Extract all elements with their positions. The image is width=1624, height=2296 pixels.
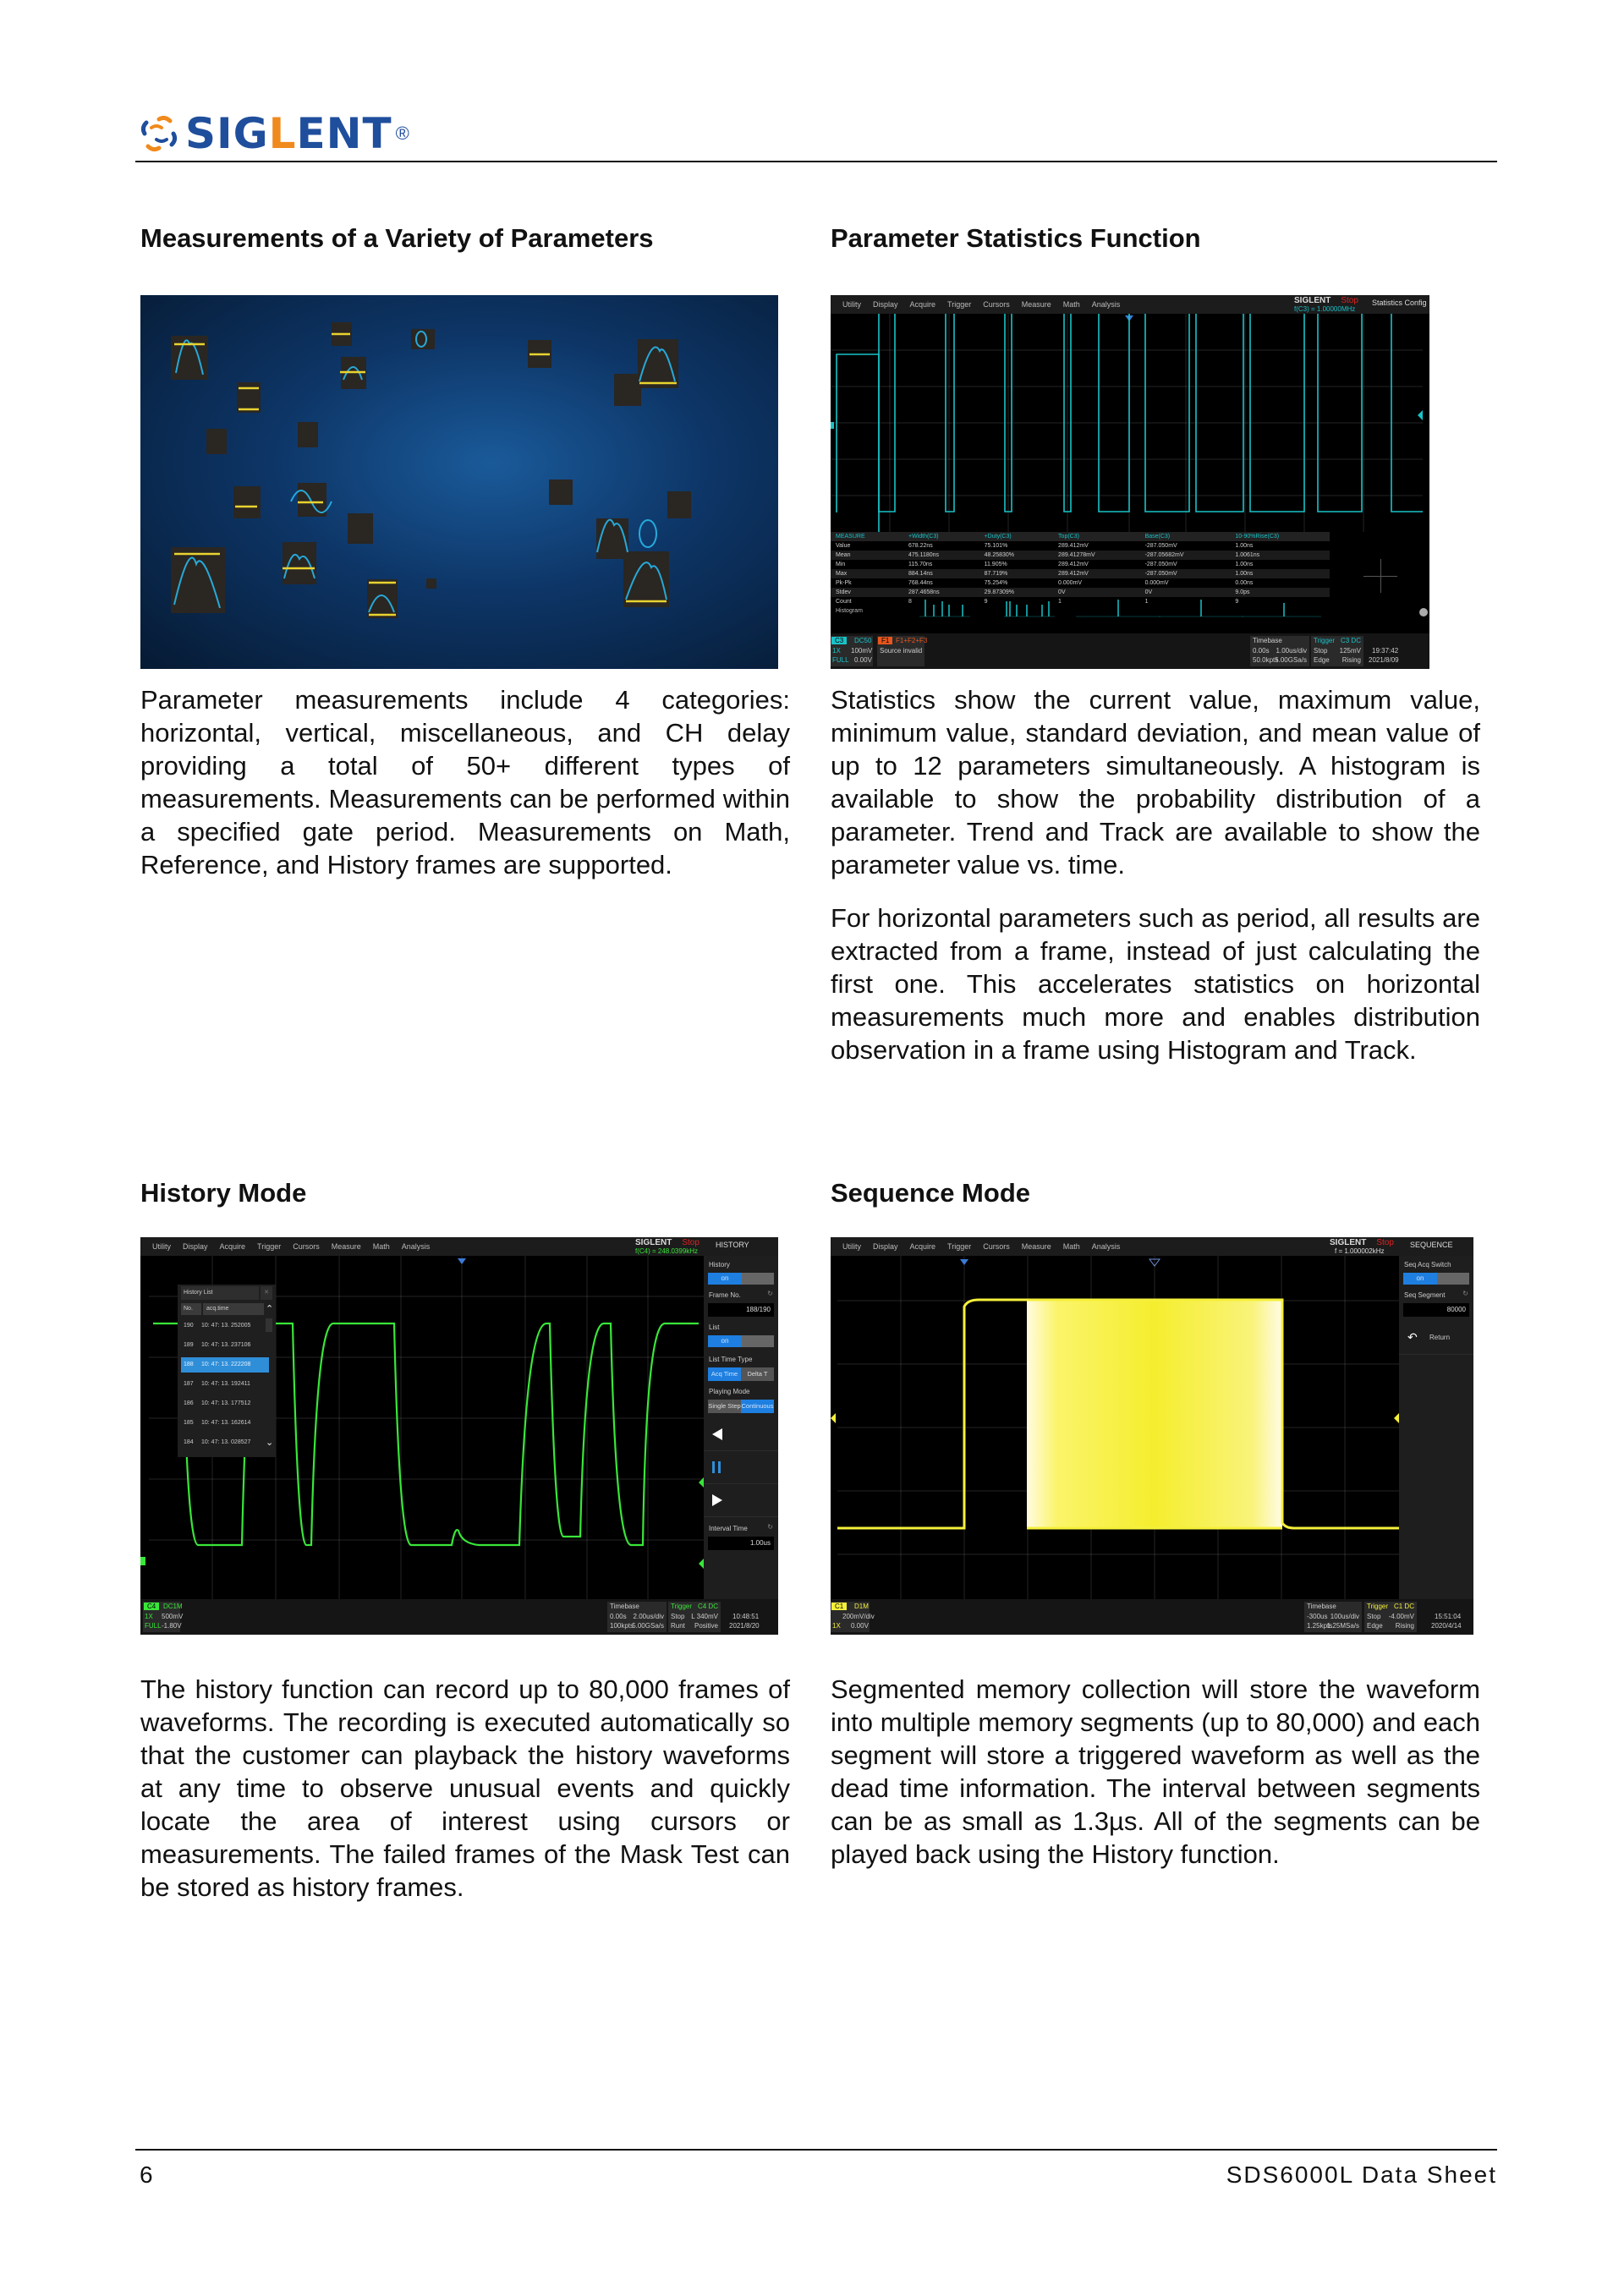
frequency-readout: f(C4) = 248.0399kHz <box>635 1247 699 1255</box>
play-backward-button[interactable] <box>704 1418 778 1451</box>
frame-no-field[interactable]: 188/190 <box>708 1303 774 1317</box>
history-scope-screenshot <box>140 1237 778 1635</box>
triangle-left-icon <box>712 1428 722 1440</box>
frequency-readout: f(C3) = 1.00000MHz <box>1294 305 1356 313</box>
trigger-box[interactable]: Trigger C4 DC Stop L 340mV Runt Positive <box>668 1602 721 1632</box>
status-bar <box>831 1599 1473 1635</box>
list-item[interactable]: 184 10: 47: 13. 028527 <box>184 1439 251 1445</box>
playing-mode-label: Playing Mode <box>709 1388 750 1395</box>
single-step-option[interactable]: Single Step <box>708 1400 741 1413</box>
paragraph: For horizontal parameters such as period, all results are extracted from a frame, instead of just calculating the first one. This accelerates statistics on horizontal measurements much more and enables distribution observation in a frame using Histogram and Track. <box>831 903 1480 1065</box>
panel-title[interactable]: HISTORY <box>716 1241 749 1249</box>
scroll-down-icon[interactable]: ⌄ <box>266 1438 274 1448</box>
history-toggle[interactable]: on <box>708 1273 774 1285</box>
frequency-readout: f = 1.000002kHz <box>1335 1247 1385 1255</box>
list-time-type-selector <box>708 1367 774 1381</box>
menu-cursors[interactable]: Cursors <box>983 1242 1010 1251</box>
status-bar <box>140 1599 778 1635</box>
table-row: Max 884.14ns 87.719% 289.412mV -287.050mV 1.00ns <box>831 569 1330 578</box>
menu-acquire[interactable]: Acquire <box>909 1242 936 1251</box>
reset-icon[interactable]: ↻ <box>1462 1290 1468 1297</box>
seq-acq-switch-label: Seq Acq Switch <box>1404 1261 1451 1269</box>
interval-time-label: Interval Time <box>709 1525 748 1532</box>
statistics-table <box>831 532 1330 606</box>
trigger-box[interactable]: Trigger C1 DC Stop -4.00mV Edge Rising <box>1364 1602 1417 1632</box>
section-title-history: History Mode <box>140 1178 307 1208</box>
clock-date: 2021/8/09 <box>1369 656 1399 664</box>
menu-display[interactable]: Display <box>183 1242 208 1251</box>
channel-c3-box[interactable]: C3 DC50 1X 100mV FULL 0.00V <box>831 636 873 666</box>
menu-math[interactable]: Math <box>1062 300 1080 309</box>
table-row: Pk-Pk 768.44ns 75.254% 0.000mV 0.000mV 0.00ns <box>836 580 1254 586</box>
footer-rule <box>135 2149 1497 2151</box>
acq-time-option[interactable]: Acq Time <box>708 1367 741 1381</box>
menu-trigger[interactable]: Trigger <box>257 1242 282 1251</box>
seq-segment-field[interactable]: 80000 <box>1403 1303 1469 1317</box>
clock-time: 10:48:51 <box>732 1613 760 1620</box>
menu-trigger[interactable]: Trigger <box>947 1242 972 1251</box>
timebase-box[interactable]: Timebase -300us 100us/div 1.25kpts 1.25MSa/s <box>1304 1602 1362 1632</box>
menu-utility[interactable]: Utility <box>842 300 861 309</box>
delta-t-option[interactable]: Delta T <box>741 1367 774 1381</box>
run-state: Stop <box>1341 296 1358 305</box>
list-toggle[interactable]: on <box>708 1335 774 1347</box>
menu-analysis[interactable]: Analysis <box>401 1242 431 1251</box>
sequence-side-panel <box>1399 1256 1473 1599</box>
continuous-option[interactable]: Continuous <box>741 1400 774 1413</box>
pause-button[interactable] <box>704 1451 778 1484</box>
menu-display[interactable]: Display <box>873 1242 898 1251</box>
table-row: Value 678.22ns 75.101% 289.412mV -287.050mV 1.00ns <box>836 543 1254 549</box>
statistics-description <box>831 683 1480 1087</box>
run-state: Stop <box>1376 1238 1394 1247</box>
section-title-statistics: Parameter Statistics Function <box>831 223 1201 253</box>
history-list-title: History List <box>181 1286 259 1300</box>
list-item[interactable]: 186 10: 47: 13. 177512 <box>184 1400 251 1406</box>
clock-time: 19:37:42 <box>1372 647 1399 655</box>
return-icon: ↶ <box>1407 1330 1418 1344</box>
clock-date: 2021/8/20 <box>729 1622 760 1630</box>
table-row: Min 115.70ns 11.905% 289.412mV -287.050mV 1.00ns <box>836 562 1254 567</box>
menu-utility[interactable]: Utility <box>152 1242 171 1251</box>
trigger-box[interactable]: Trigger C3 DC Stop 125mV Edge Rising <box>1311 636 1363 666</box>
list-item[interactable]: 189 10: 47: 13. 237106 <box>184 1342 251 1348</box>
seq-acq-switch-toggle[interactable]: on <box>1403 1273 1469 1285</box>
paragraph: The history function can record up to 80,000 frames of waveforms. The recording is executed automatically so that the customer can playback the history waveforms at any time to observe unusual events and quickly locate the area of interest using cursors or measurements. The failed frames of the Mask Test can be stored as history frames. <box>140 1674 790 1902</box>
table-row: Stdev 287.4658ns 29.87309% 0V 0V 9.0ps <box>831 588 1330 597</box>
scroll-knob[interactable] <box>1419 608 1428 616</box>
section-title-measurements: Measurements of a Variety of Parameters <box>140 223 654 253</box>
menu-measure[interactable]: Measure <box>331 1242 361 1251</box>
menu-analysis[interactable]: Analysis <box>1091 1242 1121 1251</box>
page-number: 6 <box>140 2162 153 2188</box>
timebase-box[interactable]: Timebase 0.00s 1.00us/div 50.0kpts 5.00GSa/s <box>1250 636 1309 666</box>
sequence-scope-screenshot <box>831 1237 1473 1635</box>
pause-icon <box>712 1461 722 1473</box>
menu-cursors[interactable]: Cursors <box>983 300 1010 309</box>
menu-acquire[interactable]: Acquire <box>909 300 936 309</box>
registered-mark: ® <box>395 123 409 144</box>
channel-c1-box[interactable]: C1 D1M 200mV/div 1X 0.00V <box>831 1602 870 1632</box>
scroll-up-icon[interactable]: ⌃ <box>266 1304 274 1314</box>
panel-title[interactable]: Statistics Config <box>1372 299 1427 307</box>
table-row: Count 8 9 1 1 9 <box>836 599 1239 605</box>
run-state: Stop <box>682 1238 700 1247</box>
list-item-selected[interactable]: 188 10: 47: 13. 222208 <box>181 1357 269 1373</box>
history-list-popup <box>178 1285 276 1457</box>
siglent-swirl-icon <box>138 112 180 155</box>
list-label: List <box>709 1323 720 1331</box>
header-rule <box>135 161 1497 162</box>
menu-utility[interactable]: Utility <box>842 1242 861 1251</box>
playing-mode-selector <box>708 1400 774 1413</box>
scope-brand: SIGLENT Stop <box>635 1238 700 1247</box>
history-description <box>140 1673 790 1924</box>
seq-segment-label: Seq Segment <box>1404 1291 1446 1299</box>
menu-measure[interactable]: Measure <box>1021 300 1051 309</box>
column-header-no[interactable]: No. <box>181 1303 201 1315</box>
menu-acquire[interactable]: Acquire <box>219 1242 246 1251</box>
frame-no-label: Frame No. <box>709 1291 741 1299</box>
siglent-logo <box>138 108 409 159</box>
sequence-description <box>831 1673 1480 1891</box>
menu-trigger[interactable]: Trigger <box>947 300 972 309</box>
logo-wordmark: SIGLENT <box>185 109 392 158</box>
play-forward-button[interactable] <box>704 1484 778 1517</box>
reset-icon[interactable]: ↻ <box>767 1290 773 1297</box>
triangle-right-icon <box>712 1494 722 1506</box>
menu-cursors[interactable]: Cursors <box>293 1242 320 1251</box>
paragraph: Statistics show the current value, maximum value, minimum value, standard deviation, and mean value of up to 12 parameters simultaneously. A histogram is available to show the probability distribution of a parameter. Trend and Track are available to show the parameter value vs. time. <box>831 685 1480 879</box>
math-f1-box[interactable]: F1 F1+F2+F3 Source invalid <box>877 636 924 666</box>
history-side-panel <box>704 1256 778 1599</box>
menu-math[interactable]: Math <box>1062 1242 1080 1251</box>
list-item[interactable]: 187 10: 47: 13. 192411 <box>184 1381 250 1387</box>
document-title: SDS6000L Data Sheet <box>1226 2162 1497 2188</box>
yellow-segment-trace <box>831 1256 1399 1599</box>
reset-icon[interactable]: ↻ <box>767 1523 773 1531</box>
paragraph: Segmented memory collection will store the waveform into multiple memory segments (up to 80,000) and each segment will store a triggered waveform as well as the dead time information. The interval between segments can be as small as 1.3µs. All of the segments can be played back using the History function. <box>831 1674 1480 1869</box>
clock-time: 15:51:04 <box>1435 1613 1462 1620</box>
histogram-bars <box>915 600 1321 618</box>
column-header-acq-time[interactable]: acq.time <box>203 1303 264 1315</box>
channel-c4-box[interactable]: C4 DC1M 1X 500mV FULL -1.80V <box>143 1602 180 1632</box>
list-item[interactable]: 185 10: 47: 13. 162614 <box>184 1420 251 1426</box>
menu-display[interactable]: Display <box>873 300 898 309</box>
close-icon[interactable]: ✕ <box>261 1286 272 1300</box>
menu-analysis[interactable]: Analysis <box>1091 300 1121 309</box>
menu-math[interactable]: Math <box>372 1242 390 1251</box>
section-title-sequence: Sequence Mode <box>831 1178 1030 1208</box>
panel-title[interactable]: SEQUENCE <box>1410 1241 1453 1249</box>
interval-time-field[interactable]: 1.00us <box>708 1537 774 1550</box>
measurements-illustration <box>140 295 778 669</box>
paragraph: Parameter measurements include 4 categories: horizontal, vertical, miscellaneous, and CH delay providing a total of 50+ different types of measurements. Measurements can be performed within a specified gate period. Measurements on Math, Reference, and History frames are supported. <box>140 685 790 879</box>
histogram-label: Histogram <box>836 608 863 614</box>
scope-brand: SIGLENT Stop <box>1330 1238 1394 1247</box>
history-label: History <box>709 1261 730 1269</box>
table-header-row: MEASURE +Width(C3) +Duty(C3) Top(C3) Base(C3) 10-90%Rise(C3) <box>831 532 1330 541</box>
square-wave-trace <box>831 314 1429 532</box>
timebase-box[interactable]: Timebase 0.00s 2.00us/div 100kpts 5.00GSa/s <box>607 1602 667 1632</box>
scope-brand: SIGLENT Stop <box>1294 296 1358 305</box>
table-row: Mean 475.1180ns 48.25830% 289.41278mV -287.05682mV 1.0061ns <box>831 551 1330 560</box>
status-bar <box>831 633 1429 669</box>
statistics-scope-screenshot <box>831 295 1429 669</box>
list-item[interactable]: 190 10: 47: 13. 252005 <box>184 1323 251 1329</box>
list-time-type-label: List Time Type <box>709 1356 753 1363</box>
measurement-icons-graphic <box>140 295 778 669</box>
menu-measure[interactable]: Measure <box>1021 1242 1051 1251</box>
return-button[interactable]: ↶ Return <box>1399 1323 1473 1355</box>
clock-date: 2020/4/14 <box>1431 1622 1462 1630</box>
measurements-description <box>140 683 790 901</box>
